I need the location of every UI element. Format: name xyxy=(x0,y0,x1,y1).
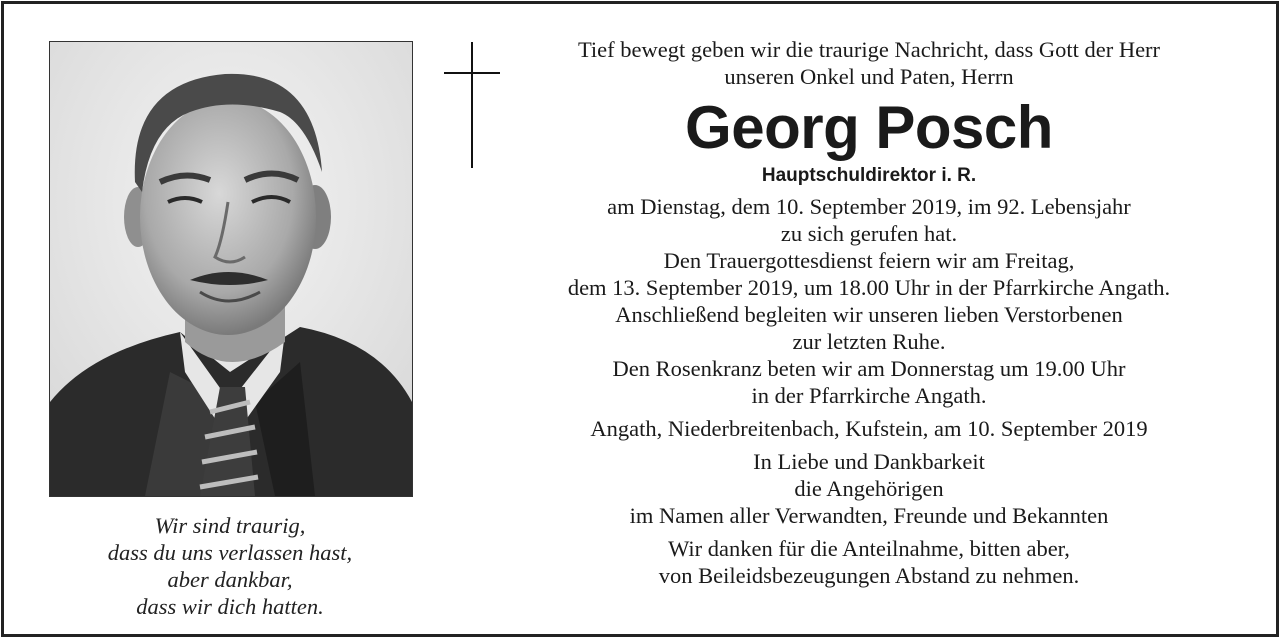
intro-line: unseren Onkel und Paten, Herrn xyxy=(724,64,1014,89)
place-date: Angath, Niederbreitenbach, Kufstein, am 10. September 2019 xyxy=(590,416,1148,441)
poem-line: aber dankbar, xyxy=(167,567,293,592)
poem xyxy=(34,512,426,620)
body-line: in der Pfarrkirche Angath. xyxy=(751,383,987,408)
poem-line: dass wir dich hatten. xyxy=(136,594,324,619)
poem-line: dass du uns verlassen hast, xyxy=(107,540,353,565)
body-line: dem 13. September 2019, um 18.00 Uhr in der Pfarrkirche Angath. xyxy=(567,275,1171,300)
intro-line: Tief bewegt geben wir die traurige Nachricht, dass Gott der Herr xyxy=(577,37,1161,62)
deceased-profession: Hauptschuldirektor i. R. xyxy=(761,165,977,186)
body-line: Den Rosenkranz beten wir am Donnerstag um 19.00 Uhr xyxy=(612,356,1126,381)
thanks-line: Wir danken für die Anteilnahme, bitten aber, xyxy=(668,536,1070,561)
signoff-line: im Namen aller Verwandten, Freunde und Bekannten xyxy=(629,503,1109,528)
portrait-illustration xyxy=(50,42,412,496)
body-line: Den Trauergottesdienst feiern wir am Freitag, xyxy=(663,248,1075,273)
body-line: zu sich gerufen hat. xyxy=(780,221,958,246)
body-line: am Dienstag, dem 10. September 2019, im 92. Lebensjahr xyxy=(607,194,1131,219)
body-line: Anschließend begleiten wir unseren lieben Verstorbenen xyxy=(615,302,1123,327)
signoff-line: In Liebe und Dankbarkeit xyxy=(753,449,985,474)
obituary-text xyxy=(454,36,1280,589)
thanks-line: von Beileidsbezeugungen Abstand zu nehmen. xyxy=(658,563,1080,588)
poem-line: Wir sind traurig, xyxy=(154,513,306,538)
portrait-photo xyxy=(49,41,413,497)
body-line: zur letzten Ruhe. xyxy=(792,329,946,354)
obituary-card xyxy=(1,1,1279,637)
signoff-line: die Angehörigen xyxy=(794,476,944,501)
deceased-name: Georg Posch xyxy=(685,94,1053,161)
